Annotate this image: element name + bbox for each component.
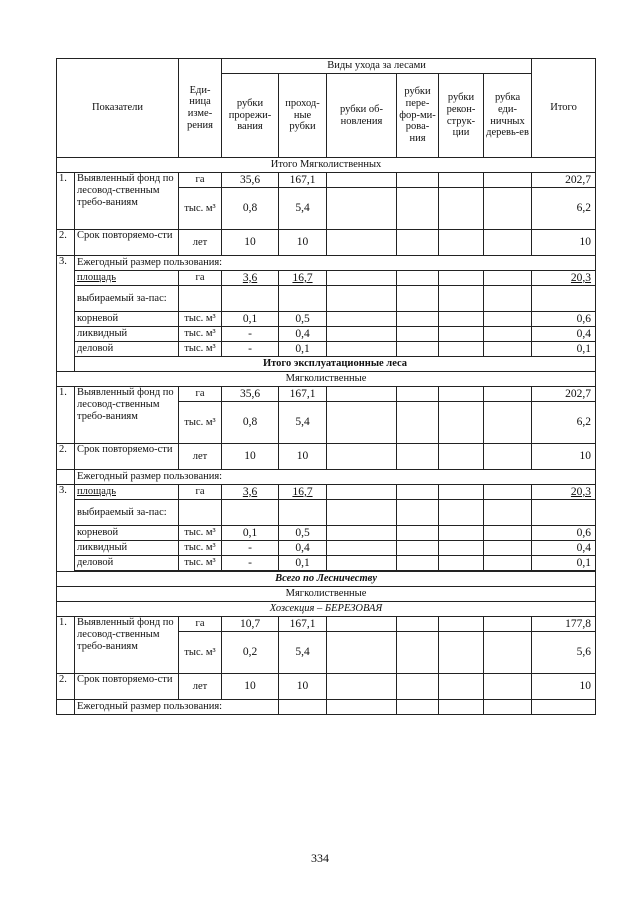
total-cell: 20,3: [532, 271, 596, 286]
header-total: Итого: [532, 59, 596, 158]
value-cell: 3,6: [222, 485, 279, 500]
value-cell: 5,4: [279, 402, 327, 444]
value-cell: 0,4: [279, 327, 327, 342]
value-cell: -: [222, 556, 279, 571]
value-cell: -: [222, 327, 279, 342]
unit-cell: лет: [179, 230, 222, 256]
value-cell: 0,1: [279, 342, 327, 357]
page-number: 334: [311, 851, 329, 865]
value-cell: 167,1: [279, 617, 327, 632]
row-number: 3.: [57, 256, 75, 372]
row-label: Выявленный фонд по лесовод-ственным требо-ваниям: [75, 173, 179, 230]
value-cell: 0,8: [222, 402, 279, 444]
header-care-types: Виды ухода за лесами: [222, 59, 532, 74]
row-number: 2.: [57, 674, 75, 700]
header-unit: Еди-ница изме-рения: [179, 59, 222, 158]
value-cell: 10: [222, 230, 279, 256]
row-number: 1.: [57, 617, 75, 674]
row-label: корневой: [75, 312, 179, 327]
total-cell: 10: [532, 444, 596, 470]
section-subtitle: Мягколиственные: [57, 372, 596, 387]
value-cell: 0,1: [279, 556, 327, 571]
total-cell: 6,2: [532, 188, 596, 230]
row-label: деловой: [75, 556, 179, 571]
row-number: 3.: [57, 485, 75, 572]
row-label: площадь: [75, 271, 179, 286]
total-cell: 0,1: [532, 342, 596, 357]
section-title: Всего по Лесничеству: [57, 572, 596, 587]
total-cell: 0,6: [532, 526, 596, 541]
total-cell: 10: [532, 230, 596, 256]
value-cell: 0,2: [222, 632, 279, 674]
value-cell: 16,7: [279, 485, 327, 500]
value-cell: 0,4: [279, 541, 327, 556]
unit-cell: тыс. м³: [179, 556, 222, 571]
total-cell: 0,1: [532, 556, 596, 571]
section-subtitle: Мягколиственные: [57, 587, 596, 602]
total-cell: 0,4: [532, 541, 596, 556]
unit-cell: га: [179, 271, 222, 286]
section-title: Итого Мягколиственных: [57, 158, 596, 173]
row-label: выбираемый за-пас:: [75, 286, 179, 312]
header-col-single-trees: рубка еди-ничных деревь-ев: [484, 74, 532, 158]
header-col-renewal: рубки об-новления: [327, 74, 397, 158]
value-cell: 0,8: [222, 188, 279, 230]
total-cell: 177,8: [532, 617, 596, 632]
header-col-reconstruction: рубки рекон-струк-ции: [439, 74, 484, 158]
value-cell: 5,4: [279, 188, 327, 230]
total-cell: 202,7: [532, 173, 596, 188]
unit-cell: тыс. м³: [179, 342, 222, 357]
unit-cell: тыс. м³: [179, 632, 222, 674]
unit-cell: тыс. м³: [179, 541, 222, 556]
value-cell: 0,1: [222, 526, 279, 541]
value-cell: 10: [279, 674, 327, 700]
row-label: Выявленный фонд по лесовод-ственным требо-ваниям: [75, 387, 179, 444]
value-cell: -: [222, 541, 279, 556]
row-label: корневой: [75, 526, 179, 541]
value-cell: 0,5: [279, 526, 327, 541]
unit-cell: тыс. м³: [179, 526, 222, 541]
value-cell: -: [222, 342, 279, 357]
row-label: площадь: [75, 485, 179, 500]
row-label: Выявленный фонд по лесовод-ственным требо-ваниям: [75, 617, 179, 674]
unit-cell: тыс. м³: [179, 188, 222, 230]
header-col-reformation: рубки пере-фор-ми-рова-ния: [397, 74, 439, 158]
value-cell: 0,1: [222, 312, 279, 327]
section-title: Итого эксплуатационные леса: [75, 357, 596, 372]
total-cell: 0,6: [532, 312, 596, 327]
row-label: Ежегодный размер пользования:: [75, 256, 596, 271]
value-cell: 10: [222, 444, 279, 470]
total-cell: 5,6: [532, 632, 596, 674]
value-cell: 167,1: [279, 387, 327, 402]
row-number: 1.: [57, 173, 75, 230]
total-cell: 20,3: [532, 485, 596, 500]
row-label: ликвидный: [75, 541, 179, 556]
value-cell: 35,6: [222, 173, 279, 188]
value-cell: 35,6: [222, 387, 279, 402]
value-cell: 10: [279, 230, 327, 256]
row-label: Срок повторяемо-сти: [75, 444, 179, 470]
value-cell: 10: [279, 444, 327, 470]
row-label: выбираемый за-пас:: [75, 500, 179, 526]
row-label: ликвидный: [75, 327, 179, 342]
total-cell: 10: [532, 674, 596, 700]
row-label: Ежегодный размер пользования:: [75, 470, 596, 485]
row-label: Ежегодный размер пользования:: [75, 700, 279, 715]
total-cell: 0,4: [532, 327, 596, 342]
header-col-passing: проход-ные рубки: [279, 74, 327, 158]
header-indicators: Показатели: [57, 59, 179, 158]
unit-cell: тыс. м³: [179, 312, 222, 327]
section-subtitle: Хозсекция – БЕРЕЗОВАЯ: [57, 602, 596, 617]
value-cell: 167,1: [279, 173, 327, 188]
value-cell: 10,7: [222, 617, 279, 632]
row-number: 2.: [57, 230, 75, 256]
row-label: деловой: [75, 342, 179, 357]
value-cell: 5,4: [279, 632, 327, 674]
header-col-thinning: рубки прорежи-вания: [222, 74, 279, 158]
total-cell: 202,7: [532, 387, 596, 402]
unit-cell: лет: [179, 674, 222, 700]
unit-cell: га: [179, 485, 222, 500]
forest-care-table: [56, 58, 596, 715]
unit-cell: тыс. м³: [179, 327, 222, 342]
row-label: Срок повторяемо-сти: [75, 230, 179, 256]
row-number: 2.: [57, 444, 75, 470]
row-number: 1.: [57, 387, 75, 444]
unit-cell: лет: [179, 444, 222, 470]
row-label: Срок повторяемо-сти: [75, 674, 179, 700]
unit-cell: га: [179, 173, 222, 188]
value-cell: 3,6: [222, 271, 279, 286]
value-cell: 10: [222, 674, 279, 700]
unit-cell: га: [179, 617, 222, 632]
total-cell: 6,2: [532, 402, 596, 444]
value-cell: 16,7: [279, 271, 327, 286]
unit-cell: га: [179, 387, 222, 402]
value-cell: 0,5: [279, 312, 327, 327]
unit-cell: тыс. м³: [179, 402, 222, 444]
